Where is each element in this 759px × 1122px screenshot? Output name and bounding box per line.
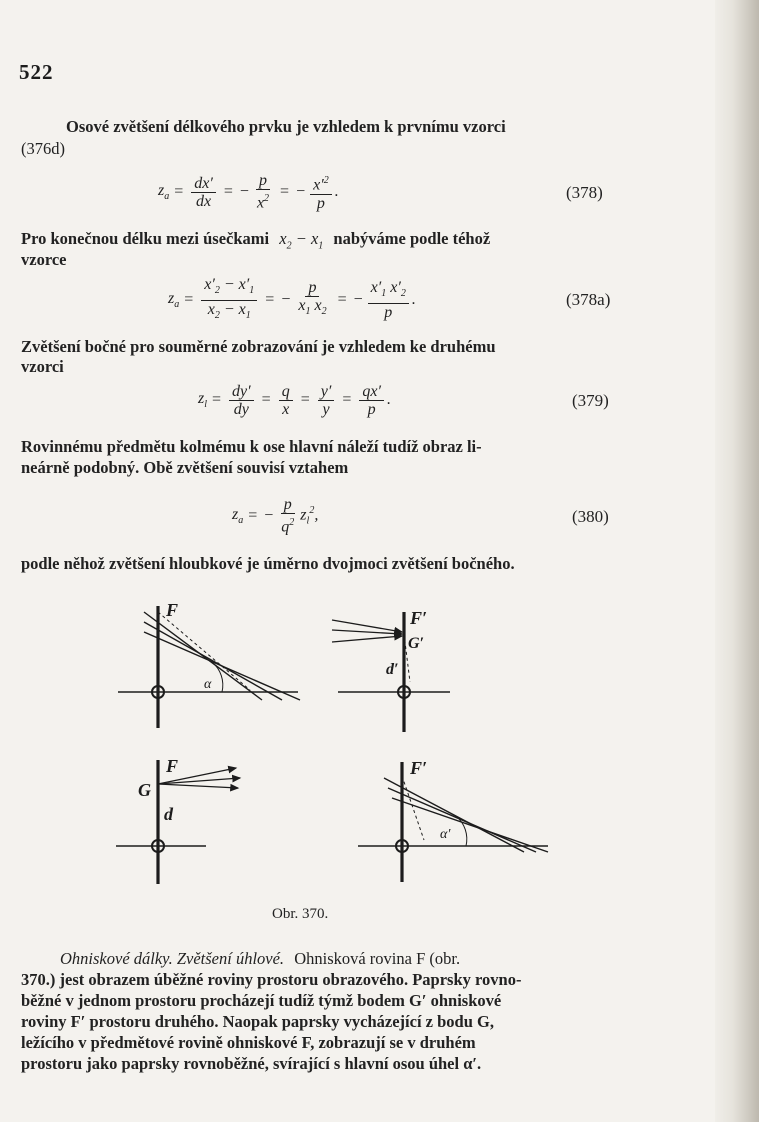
paragraph-2-line-1: Pro konečnou délku mezi úsečkami $x_2 - x_1$ nabýváme podle téhož bbox=[21, 229, 491, 252]
label-d: d bbox=[164, 804, 173, 824]
label-alpha: α bbox=[204, 677, 212, 692]
label-F-prime-lower: F′ bbox=[410, 758, 428, 778]
label-F-prime: F′ bbox=[410, 608, 428, 628]
equation-378a: $z_a$ = $\frac{x'_2 - x'_1}{x_2 - x_1}$ = − $\frac{p}{x_1 x_2}$ = − $\frac{x'_1 x'_2}{p}$ . bbox=[168, 276, 416, 321]
final-paragraph-line-3: běžné v jednom prostoru procházejí tudíž týmž bodem G′ ohniskové bbox=[21, 991, 502, 1010]
panel-object-point-G bbox=[116, 760, 240, 884]
equation-378-number: (378) bbox=[566, 183, 603, 202]
equation-380-number: (380) bbox=[572, 507, 609, 526]
final-line-1-text: Ohnisková rovina F (obr. bbox=[294, 949, 461, 968]
final-paragraph-line-1 bbox=[60, 948, 460, 969]
label-G: G bbox=[138, 780, 151, 800]
final-paragraph-line-6: prostoru jako paprsky rovnoběžné, svírající s hlavní osou úhel α′. bbox=[21, 1054, 482, 1073]
paragraph-2-start: Pro konečnou délku mezi úsečkami bbox=[21, 229, 270, 248]
equation-380: $z_a$ = − $\frac{p}{q^2}$ $z_l^2$, bbox=[232, 496, 319, 536]
label-alpha-prime: α′ bbox=[440, 827, 451, 842]
label-F-lower: F bbox=[166, 756, 179, 776]
paragraph-5: podle něhož zvětšení hloubkové je úměrno dvojmoci zvětšení bočného. bbox=[21, 554, 515, 573]
equation-378a-number: (378a) bbox=[566, 290, 611, 309]
final-paragraph-line-4: roviny F′ prostoru druhého. Naopak paprsky vycházející z bodu G, bbox=[21, 1012, 494, 1031]
paragraph-4-line-1: Rovinnému předmětu kolmému k ose hlavní náleží tudíž obraz li- bbox=[21, 437, 482, 456]
paragraph-2-end: nabýváme podle téhož bbox=[333, 229, 491, 248]
equation-379: $z_l$ = $\frac{dy'}{dy}$ = $\frac{q}{x}$ = $\frac{y'}{y}$ = $\frac{qx'}{p}$ . bbox=[198, 382, 391, 418]
final-paragraph-line-2: 370.) jest obrazem úběžné roviny prostoru obrazového. Paprsky rovno- bbox=[21, 970, 522, 989]
paragraph-2-line-2: vzorce bbox=[21, 250, 67, 269]
panel-image-parallel-rays bbox=[358, 762, 548, 882]
paragraph-1-reference: (376d) bbox=[21, 139, 65, 158]
paragraph-3-line-2: vzorci bbox=[21, 357, 64, 376]
label-F: F bbox=[166, 600, 179, 620]
figure-370 bbox=[0, 590, 759, 890]
figure-caption: Obr. 370. bbox=[272, 906, 329, 922]
equation-379-number: (379) bbox=[572, 391, 609, 410]
label-d-prime: d′ bbox=[386, 661, 399, 678]
page-number: 522 bbox=[19, 60, 54, 84]
paragraph-3-line-1: Zvětšení bočné pro souměrné zobrazování je vzhledem ke druhému bbox=[21, 337, 496, 356]
paragraph-4-line-2: neárně podobný. Obě zvětšení souvisí vztahem bbox=[21, 458, 349, 477]
section-title: Ohniskové dálky. Zvětšení úhlové. bbox=[60, 949, 285, 968]
label-G-prime: G′ bbox=[408, 635, 425, 652]
equation-378: $z_a$ = $\frac{dx'}{dx}$ = − $\frac{p}{x^2}$ = − $\frac{x'^2}{p}$ . bbox=[158, 172, 339, 212]
final-paragraph-line-5: ležícího v předmětové rovině ohniskové F, zobrazují se v druhém bbox=[21, 1033, 476, 1052]
panel-object-focal-plane bbox=[118, 606, 300, 728]
paragraph-1-line-1: Osové zvětšení délkového prvku je vzhledem k prvnímu vzorci bbox=[66, 117, 506, 136]
